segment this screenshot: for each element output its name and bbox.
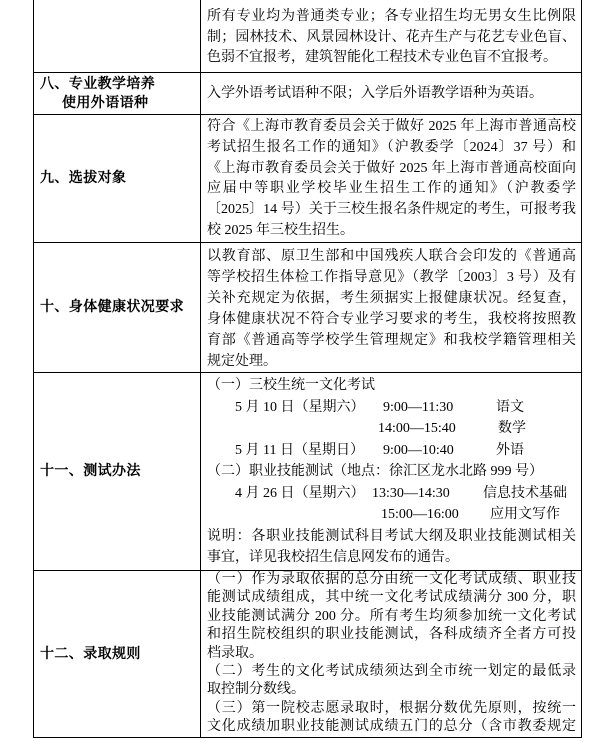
- text-line: 应届中等职业学校毕业生招生工作的通知》（沪教委学: [207, 181, 576, 197]
- text-line: 关补充规定为依据，考生须据实上报健康状况。经复查，: [207, 290, 576, 306]
- content-cell: [201, 373, 581, 570]
- subsection-title: （二）职业技能测试（地点：徐汇区龙水北路 999 号）: [207, 464, 543, 479]
- text-line: 文化成绩加职业技能测试成绩五门的总分（含市教委规定: [207, 719, 576, 735]
- text-line: 入学外语考试语种不限；入学后外语教学语种为英语。: [207, 86, 543, 101]
- text-line: 身体健康状况不符合专业学习要求的考生，我校将按照教: [207, 311, 576, 327]
- section-heading: 九、选拔对象: [40, 170, 127, 186]
- exam-time: 14:00—15:40: [378, 421, 456, 436]
- section-row-admission: [33, 571, 582, 738]
- label-cell: [34, 373, 201, 570]
- label-cell: [34, 0, 201, 72]
- section-row-health: [33, 243, 582, 373]
- exam-time: 15:00—16:00: [381, 507, 459, 522]
- content-cell: [201, 243, 581, 372]
- text-line: 等学校招生体检工作指导意见》（教学〔2003〕3 号）及有: [207, 269, 576, 285]
- text-line: 以教育部、原卫生部和中国残疾人联合会印发的《普通高: [207, 248, 576, 264]
- section-heading: 十一、测试办法: [40, 463, 141, 479]
- exam-subject: 外语: [496, 442, 524, 458]
- section-row-testing: [33, 373, 582, 571]
- content-cell: [201, 73, 581, 114]
- schedule-row: [207, 440, 576, 462]
- schedule-row: [207, 483, 576, 505]
- text-line: （一）作为录取依据的总分由统一文化考试成绩、职业技: [207, 572, 576, 587]
- text-line: 色弱不宜报考，建筑智能化工程技术专业色盲不宜报考。: [207, 50, 557, 65]
- section-row-continuation: [33, 0, 582, 73]
- text-line: 制；园林技术、风景园林设计、花卉生产与花艺专业色盲、: [207, 29, 576, 45]
- exam-date: 4 月 26 日（星期六）: [235, 485, 365, 501]
- text-line: 考试招生报名工作的通知》（沪教委学〔2024〕37 号）和: [207, 139, 576, 155]
- section-heading-continued: 使用外语语种: [62, 94, 149, 111]
- exam-time: 9:00—10:40: [383, 442, 454, 458]
- text-line: 能测试成绩组成，其中统一文化考试成绩满分 300 分，职: [207, 590, 576, 606]
- note-line: 说明：各职业技能测试科目考试大纲及职业技能测试相关: [207, 528, 576, 544]
- subsection-title: （一）三校生统一文化考试: [207, 378, 375, 393]
- content-cell: [201, 571, 581, 737]
- exam-time: 9:00—11:30: [383, 399, 454, 415]
- note-line: 事宜，详见我校招生信息网发布的通告。: [207, 550, 459, 565]
- schedule-row: [207, 397, 576, 419]
- label-cell: [34, 73, 201, 114]
- text-line: 符合《上海市教育委员会关于做好 2025 年上海市普通高校: [207, 119, 576, 134]
- exam-date: 5 月 10 日（星期六）: [235, 399, 365, 415]
- text-line: 业技能测试满分 200 分。所有考生均须参加统一文化考试: [207, 608, 576, 624]
- section-row-eligibility: [33, 115, 582, 243]
- text-line: （三）第一院校志愿录取时，根据分数优先原则，按统一: [207, 700, 576, 716]
- label-cell: [34, 243, 201, 372]
- text-line: 规定处理。: [207, 353, 277, 369]
- text-line: 所有专业均为普通类专业；各专业招生均无男女生比例限: [207, 9, 576, 24]
- admissions-table: [33, 0, 582, 738]
- schedule-row: [207, 418, 576, 440]
- label-cell: [34, 571, 201, 737]
- text-line: 校 2025 年三校生招生。: [207, 222, 354, 238]
- text-line: 育部《普通高等学校学生管理规定》和我校学籍管理相关: [207, 332, 576, 348]
- exam-subject: 应用文写作: [490, 507, 560, 522]
- text-line: （二）考生的文化考试成绩须达到全市统一划定的最低录: [207, 663, 576, 679]
- content-cell: [201, 0, 581, 72]
- exam-subject: 语文: [496, 399, 524, 415]
- exam-subject: 信息技术基础: [483, 485, 567, 501]
- section-row-language: [33, 73, 582, 115]
- section-heading: 十、身体健康状况要求: [40, 299, 184, 315]
- section-heading: 八、专业教学培养: [40, 75, 156, 92]
- exam-subject: 数学: [498, 421, 526, 436]
- label-cell: [34, 115, 201, 242]
- text-line: 档录取。: [207, 645, 263, 661]
- exam-time: 13:30—14:30: [372, 485, 450, 501]
- text-line: 和招生院校组织的职业技能测试，各科成绩齐全者方可投: [207, 627, 576, 643]
- schedule-row: [207, 504, 576, 526]
- content-cell: [201, 115, 581, 242]
- section-heading: 十二、录取规则: [40, 645, 141, 662]
- text-line: 《上海市教育委员会关于做好 2025 年上海市普通高校面向: [207, 160, 576, 176]
- text-line: 〔2025〕14 号）关于三校生报名条件规定的考生，可报考我: [207, 202, 576, 218]
- exam-date: 5 月 11 日（星期日）: [235, 442, 364, 458]
- text-line: 取控制分数线。: [207, 682, 305, 698]
